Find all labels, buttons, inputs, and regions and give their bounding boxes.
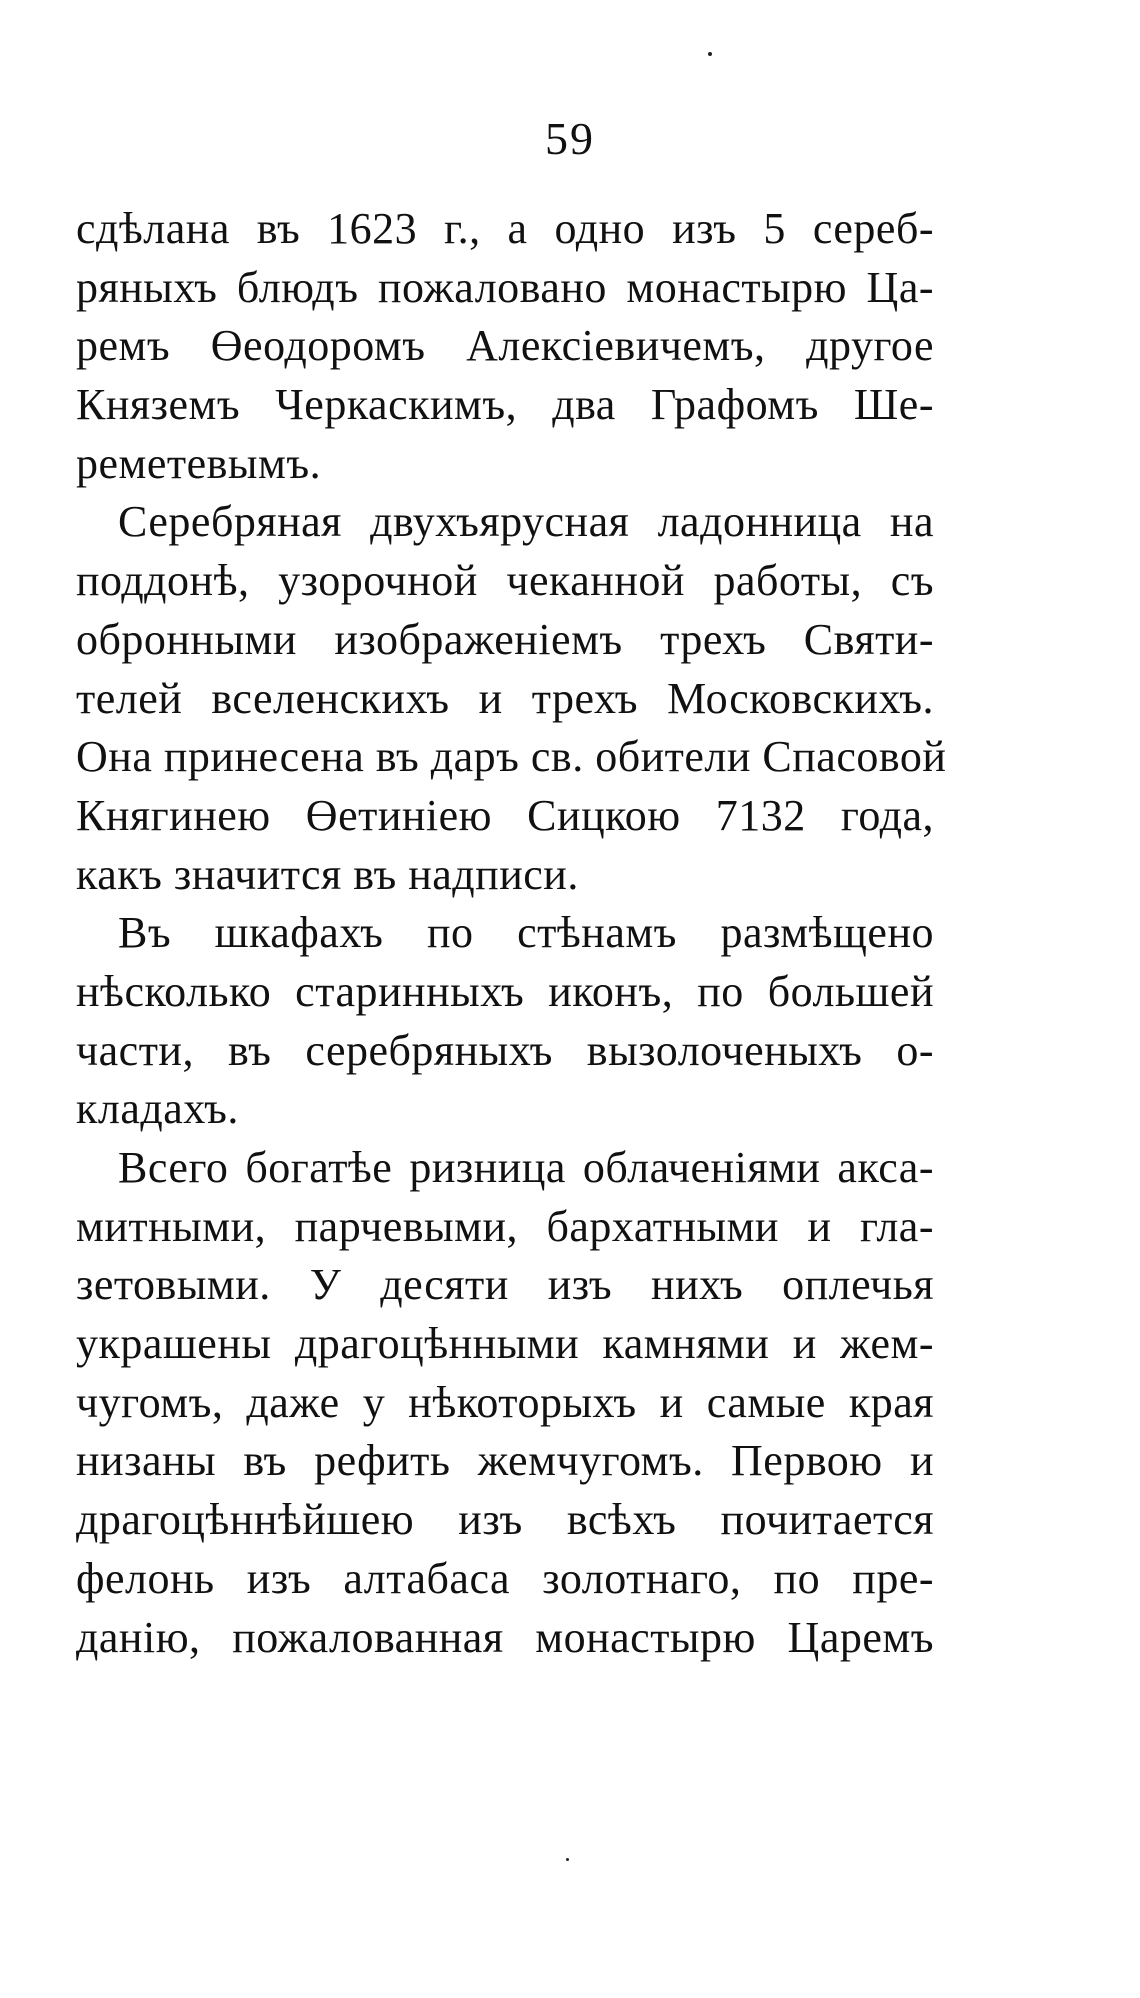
text-line: Княгинею Өетиніею Сицкою 7132 года, [76,790,934,840]
text-line: Княземъ Черкаскимъ, два Графомъ Ше- [76,380,934,430]
text-line: чугомъ, даже у нѣкоторыхъ и самые края [76,1377,934,1427]
text-line: какъ значится въ надписи. [76,849,579,899]
text-line: телей вселенскихъ и трехъ Московскихъ. [76,673,934,723]
text-line: митными, парчевыми, бархатными и гла- [76,1201,934,1251]
paragraph-2 [76,493,947,904]
text-line: Она принесена въ даръ св. обители Спасовой [76,732,947,782]
text-line: нѣсколько старинныхъ иконъ, по большей [76,966,934,1016]
text-line: обронными изображеніемъ трехъ Святи- [76,614,934,664]
text-line: Въ шкафахъ по стѣнамъ размѣщено [118,908,934,958]
text-line: ремъ Өеодоромъ Алексіевичемъ, другое [76,321,934,371]
body-text [76,200,947,1667]
text-line: фелонь изъ алтабаса золотнаго, по пре- [76,1553,934,1603]
ink-speck [566,1858,569,1861]
text-line: низаны въ рефить жемчугомъ. Первою и [76,1436,934,1486]
page-number: 59 [545,113,595,164]
text-line: Всего богатѣе ризница облаченіями акса- [118,1143,934,1192]
text-line: зетовыми. У десяти изъ нихъ оплечья [76,1260,934,1310]
paragraph-4 [76,1139,934,1667]
ink-speck [708,52,712,56]
text-line: Серебряная двухъярусная ладонница на [118,497,934,547]
text-line: кладахъ. [76,1084,239,1134]
text-line: сдѣлана въ 1623 г., а одно изъ 5 сереб- [76,204,934,253]
text-line: реметевымъ. [76,438,322,488]
paragraph-1 [76,200,934,493]
text-line: ряныхъ блюдъ пожаловано монастырю Ца- [76,262,934,312]
text-line: данію, пожалованная монастырю Царемъ [76,1612,934,1662]
text-line: украшены драгоцѣнными камнями и жем- [76,1319,934,1369]
text-line: части, въ серебряныхъ вызолоченыхъ о- [76,1025,934,1075]
text-line: драгоцѣннѣйшею изъ всѣхъ почитается [76,1495,934,1545]
text-line: поддонѣ, узорочной чеканной работы, съ [76,556,934,606]
paragraph-3 [76,904,934,1139]
